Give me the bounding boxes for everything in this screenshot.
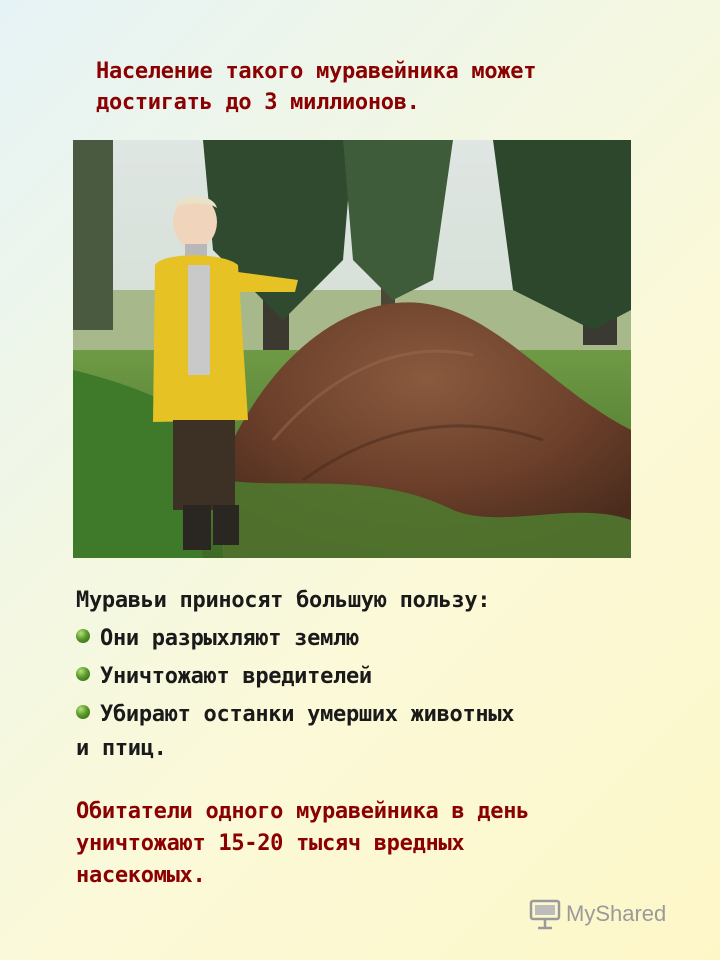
closing-line-3: насекомых. — [76, 863, 206, 888]
slide-heading — [96, 56, 656, 118]
benefits-intro: Муравьи приносят большую пользу: — [76, 588, 491, 613]
heading-line-2: достигать до 3 миллионов. — [96, 90, 420, 115]
bullet-icon — [76, 667, 90, 681]
closing-paragraph — [76, 796, 636, 892]
watermark-brand: MyShared — [566, 901, 667, 926]
closing-line-2: уничтожают 15-20 тысяч вредных — [76, 831, 465, 856]
benefit-text: Убирают останки умерших животных — [100, 702, 515, 727]
benefit-item — [76, 620, 676, 658]
benefits-section — [76, 584, 676, 764]
bullet-icon — [76, 705, 90, 719]
anthill-photo — [73, 140, 631, 558]
heading-line-1: Население такого муравейника может — [96, 59, 537, 84]
closing-line-1: Обитатели одного муравейника в день — [76, 799, 530, 824]
myshared-watermark — [528, 896, 666, 932]
benefit-item — [76, 696, 676, 734]
bullet-icon — [76, 629, 90, 643]
presentation-board-icon — [528, 897, 562, 931]
benefit-text: Уничтожают вредителей — [100, 664, 372, 689]
benefit-continuation: и птиц. — [76, 736, 167, 761]
anthill-photo-illustration — [73, 140, 631, 558]
benefit-item — [76, 658, 676, 696]
benefit-text: Они разрыхляют землю — [100, 626, 359, 651]
